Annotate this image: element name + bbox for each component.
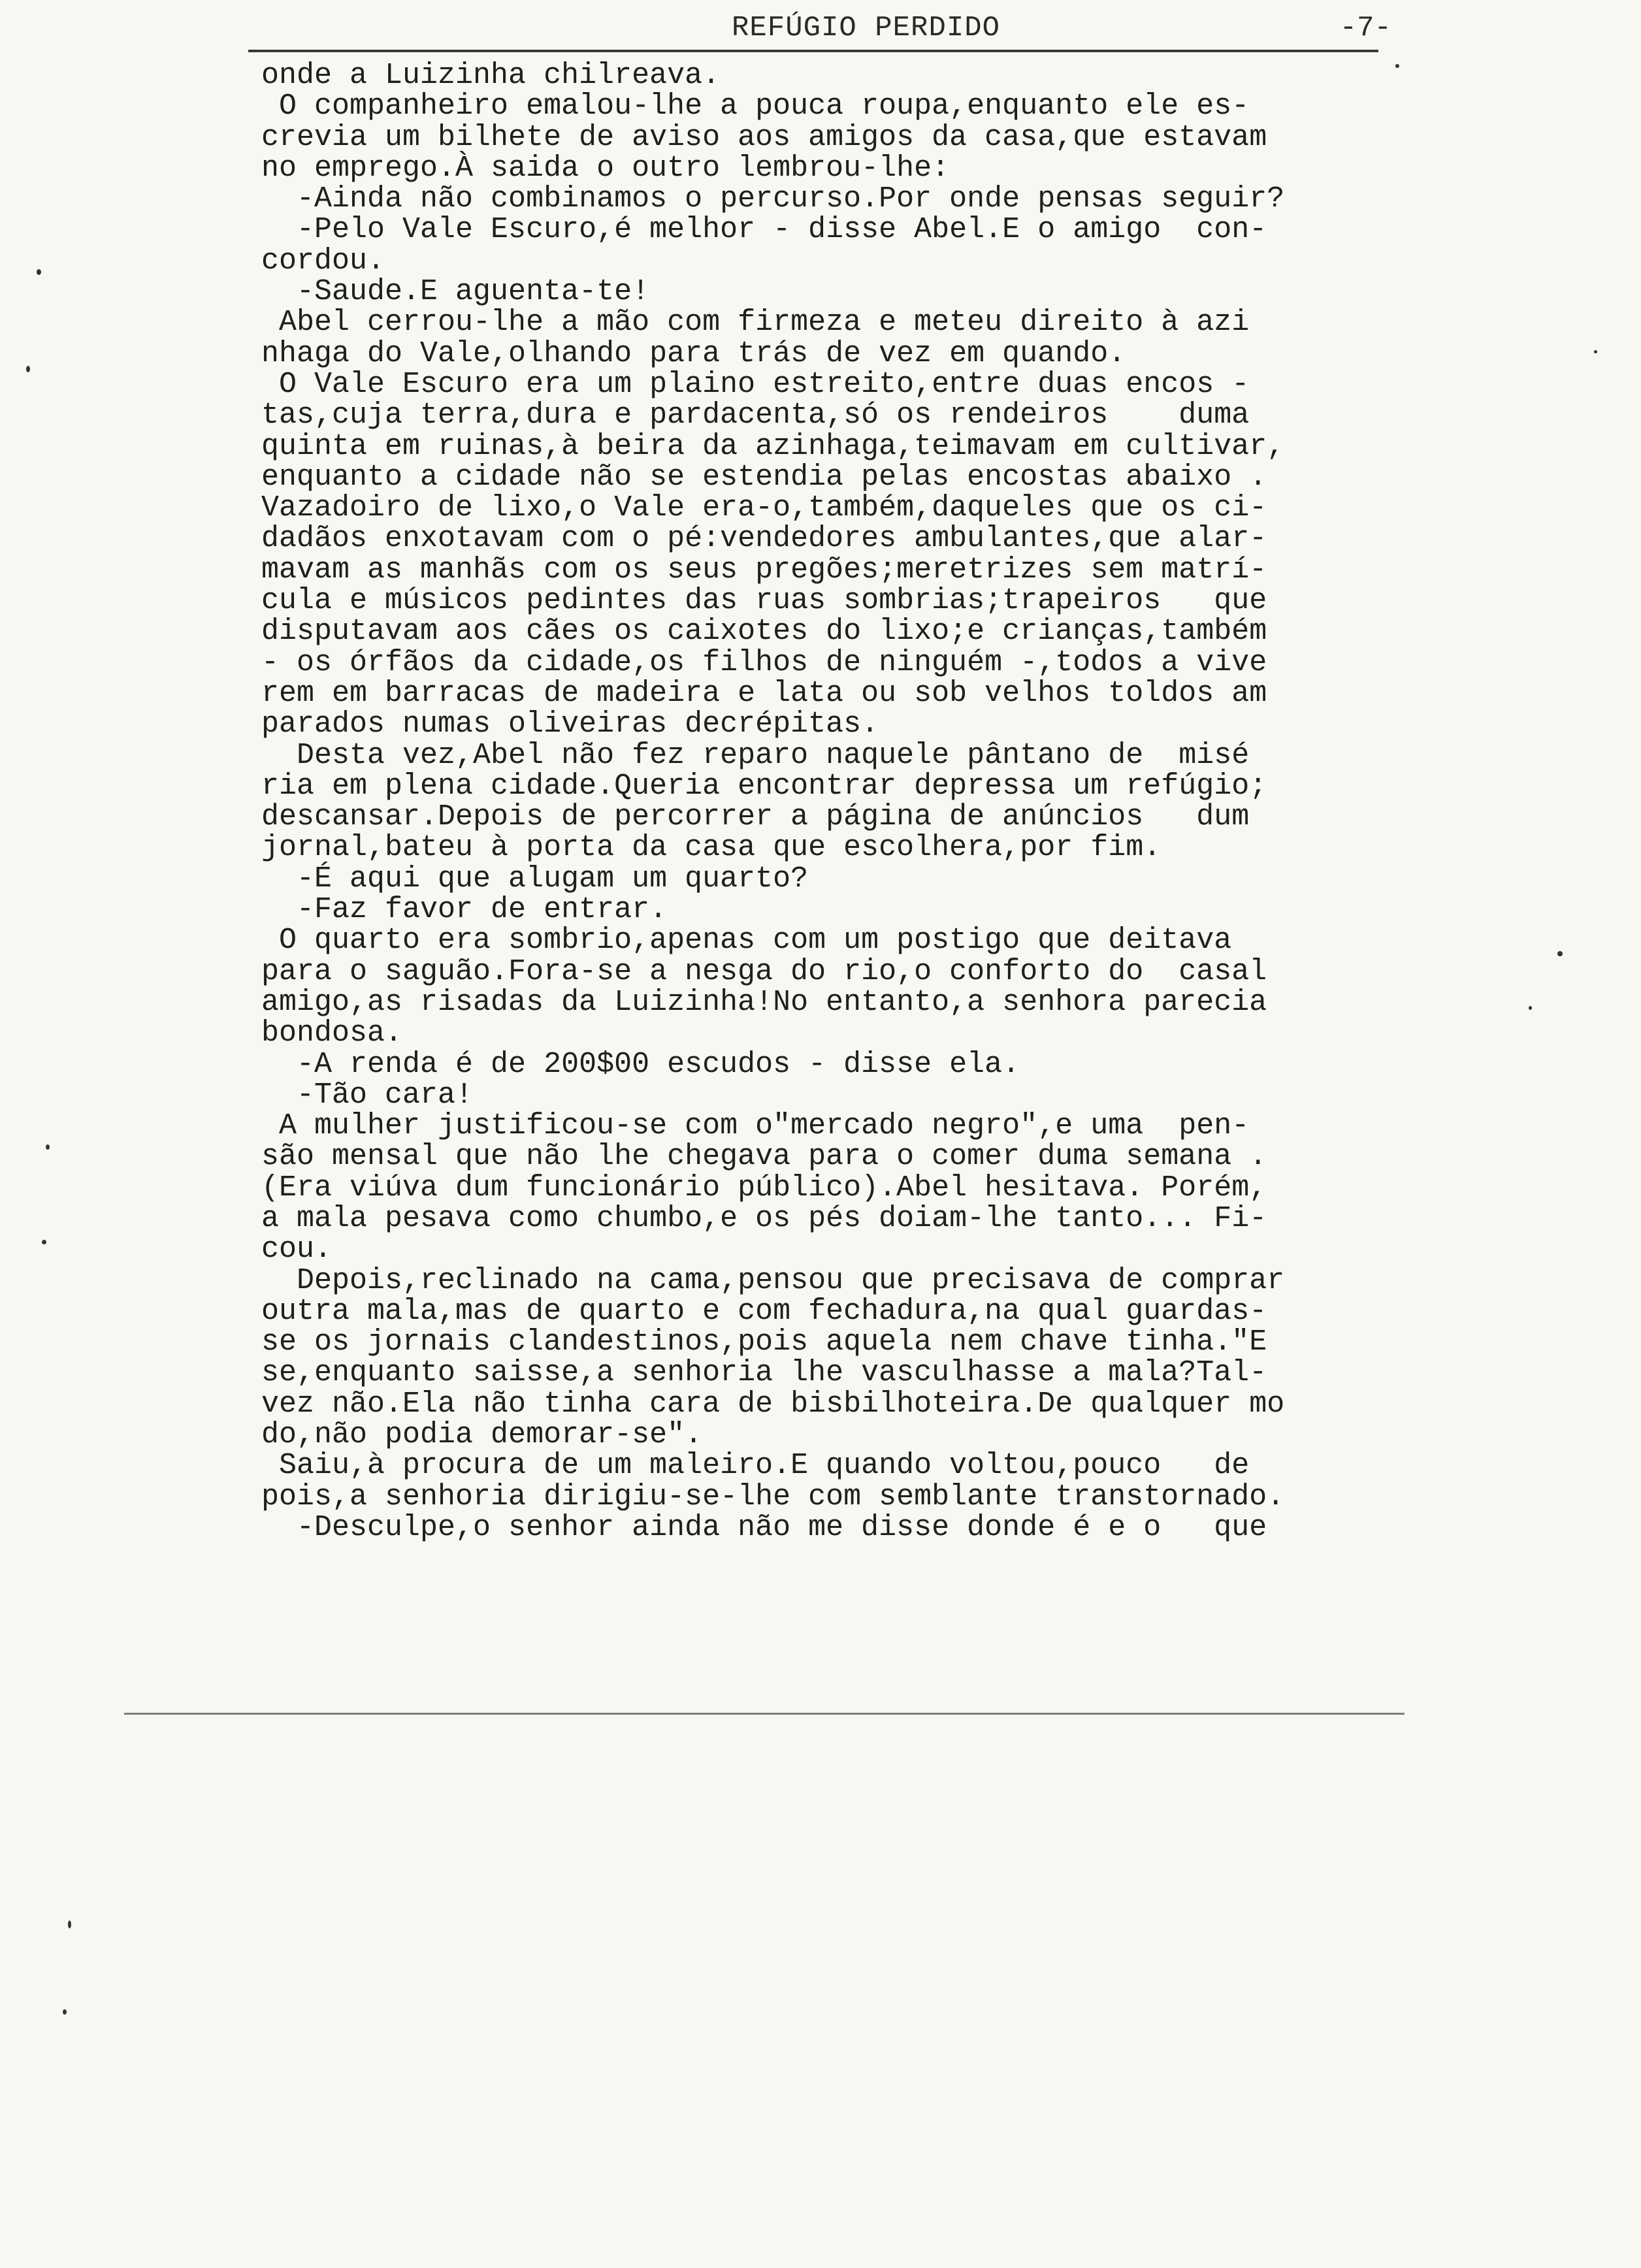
text-line: cula e músicos pedintes das ruas sombrias;trapeiros que xyxy=(261,584,1267,618)
text-line: (Era viúva dum funcionário público).Abel hesitava. Porém, xyxy=(261,1171,1267,1205)
text-line: quinta em ruinas,à beira da azinhaga,teimavam em cultivar, xyxy=(261,429,1285,463)
text-line: cordou. xyxy=(261,244,385,278)
scan-speck xyxy=(63,2009,67,2015)
text-line: parados numas oliveiras decrépitas. xyxy=(261,707,879,741)
text-line: Desta vez,Abel não fez reparo naquele pântano de misé xyxy=(261,738,1250,772)
text-line: dadãos enxotavam com o pé:vendedores ambulantes,que alar- xyxy=(261,522,1267,556)
scan-speck xyxy=(26,366,30,372)
scan-speck xyxy=(42,1240,46,1244)
text-line: Vazadoiro de lixo,o Vale era-o,também,daqueles que os ci- xyxy=(261,491,1267,525)
text-line: vez não.Ela não tinha cara de bisbilhoteira.De qualquer mo xyxy=(261,1387,1285,1421)
text-line: mavam as manhãs com os seus pregões;meretrizes sem matrí- xyxy=(261,553,1267,587)
text-line: a mala pesava como chumbo,e os pés doiam-lhe tanto... Fi- xyxy=(261,1201,1267,1235)
text-line: -Tão cara! xyxy=(261,1078,474,1112)
text-line: onde a Luizinha chilreava. xyxy=(261,59,721,92)
scan-speck xyxy=(68,1920,71,1928)
text-line: tas,cuja terra,dura e pardacenta,só os rendeiros duma xyxy=(261,398,1250,432)
text-line: rem em barracas de madeira e lata ou sob velhos toldos am xyxy=(261,676,1267,710)
scan-speck xyxy=(1529,1006,1532,1010)
text-line: Saiu,à procura de um maleiro.E quando voltou,pouco de xyxy=(261,1449,1250,1483)
text-line: O Vale Escuro era um plaino estreito,entre duas encos - xyxy=(261,367,1250,401)
text-line: bondosa. xyxy=(261,1016,403,1050)
text-line: outra mala,mas de quarto e com fechadura,na qual guardas- xyxy=(261,1294,1267,1328)
text-line: no emprego.À saida o outro lembrou-lhe: xyxy=(261,151,950,185)
text-line: cou. xyxy=(261,1233,333,1267)
text-line: amigo,as risadas da Luizinha!No entanto,a senhora parecia xyxy=(261,985,1267,1019)
scan-speck xyxy=(1594,350,1597,353)
page-number: -7- xyxy=(1339,12,1391,44)
text-line: pois,a senhoria dirigiu-se-lhe com semblante transtornado. xyxy=(261,1480,1285,1514)
text-line: -Faz favor de entrar. xyxy=(261,893,668,927)
text-line: descansar.Depois de percorrer a página de anúncios dum xyxy=(261,800,1250,834)
text-line: O companheiro emalou-lhe a pouca roupa,enquanto ele es- xyxy=(261,89,1250,123)
text-line: -Ainda não combinamos o percurso.Por onde pensas seguir? xyxy=(261,182,1285,216)
text-line: disputavam aos cães os caixotes do lixo;e crianças,também xyxy=(261,615,1267,649)
text-line: A mulher justificou-se com o"mercado negro",e uma pen- xyxy=(261,1109,1250,1143)
text-line: crevia um bilhete de aviso aos amigos da casa,que estavam xyxy=(261,120,1267,154)
text-line: do,não podia demorar-se". xyxy=(261,1418,703,1452)
scan-speck xyxy=(46,1144,50,1150)
text-line: Depois,reclinado na cama,pensou que precisava de comprar xyxy=(261,1263,1285,1297)
chapter-title: REFÚGIO PERDIDO xyxy=(732,12,1001,44)
text-line: enquanto a cidade não se estendia pelas encostas abaixo . xyxy=(261,460,1267,494)
scan-speck xyxy=(1395,64,1399,68)
text-line: Abel cerrou-lhe a mão com firmeza e meteu direito à azi xyxy=(261,306,1250,340)
body-text xyxy=(261,60,1385,1543)
text-line: -Desculpe,o senhor ainda não me disse donde é e o que xyxy=(261,1510,1267,1544)
bottom-rule xyxy=(124,1713,1405,1715)
text-line: para o saguão.Fora-se a nesga do rio,o conforto do casal xyxy=(261,954,1267,988)
header-rule xyxy=(248,50,1378,52)
text-line: se,enquanto saisse,a senhoria lhe vasculhasse a mala?Tal- xyxy=(261,1356,1267,1390)
text-line: se os jornais clandestinos,pois aquela nem chave tinha."E xyxy=(261,1325,1267,1359)
text-line: -A renda é de 200$00 escudos - disse ela. xyxy=(261,1047,1020,1081)
text-line: -Saude.E aguenta-te! xyxy=(261,275,650,309)
page-header xyxy=(732,12,1391,54)
text-line: -Pelo Vale Escuro,é melhor - disse Abel.E o amigo con- xyxy=(261,213,1267,247)
text-line: -É aqui que alugam um quarto? xyxy=(261,862,809,896)
text-line: O quarto era sombrio,apenas com um postigo que deitava xyxy=(261,924,1232,958)
text-line: nhaga do Vale,olhando para trás de vez em quando. xyxy=(261,336,1126,370)
scan-speck xyxy=(37,269,41,275)
text-line: - os órfãos da cidade,os filhos de ninguém -,todos a vive xyxy=(261,645,1267,679)
text-line: são mensal que não lhe chegava para o comer duma semana . xyxy=(261,1140,1267,1174)
text-line: ria em plena cidade.Queria encontrar depressa um refúgio; xyxy=(261,769,1267,803)
scan-speck xyxy=(1557,951,1563,956)
text-line: jornal,bateu à porta da casa que escolhera,por fim. xyxy=(261,831,1162,865)
